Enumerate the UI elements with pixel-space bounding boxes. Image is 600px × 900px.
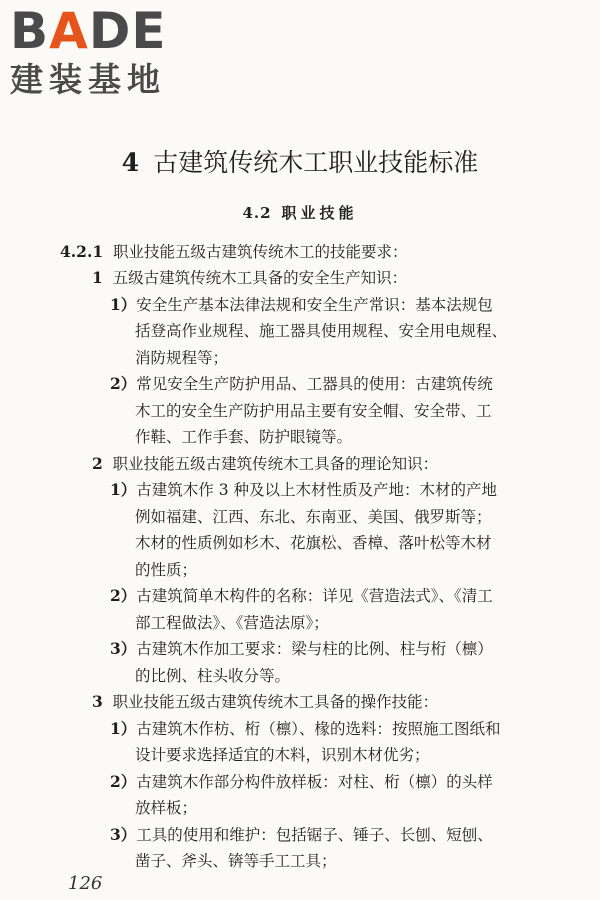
clause-line: 放样板；	[135, 799, 198, 817]
chapter-title	[0, 145, 600, 181]
clause-line: 木工的安全生产防护用品主要有安全帽、安全带、工	[135, 402, 492, 420]
clause-line: 4.2.1 职业技能五级古建筑传统木工的技能要求：	[60, 242, 408, 261]
clause-line: 的比例、柱头收分等。	[135, 667, 291, 685]
logo-wordmark: BADE	[10, 2, 167, 60]
chapter-title-text: 古建筑传统木工职业技能标准	[153, 148, 479, 177]
clause-line: 2）常见安全生产防护用品、工器具的使用：古建筑传统	[110, 374, 493, 393]
section-title	[0, 201, 600, 225]
clause-line: 2）古建筑木作部分构件放样板：对柱、桁（檩）的头样	[110, 772, 493, 791]
clause-line: 凿子、斧头、锛等手工工具；	[135, 852, 337, 870]
clause-line: 3）工具的使用和维护：包括锯子、锤子、长刨、短刨、	[110, 825, 493, 844]
chapter-number: 4	[121, 148, 140, 177]
page-number: 126	[68, 873, 103, 894]
clause-line: 3）古建筑木作加工要求：梁与柱的比例、柱与桁（檩）	[110, 639, 493, 658]
clause-line: 部工程做法》、《营造法原》；	[135, 614, 329, 632]
clause-line: 木材的性质例如杉木、花旗松、香樟、落叶松等木材	[135, 534, 492, 552]
clause-line: 括登高作业规程、施工器具使用规程、安全用电规程、	[135, 322, 508, 340]
clause-line: 设计要求选择适宜的木料，识别木材优劣；	[135, 746, 430, 764]
clause-line: 1）安全生产基本法律法规和安全生产常识：基本法规包	[110, 295, 493, 314]
clause-line: 消防规程等；	[135, 349, 229, 367]
clause-line: 1 五级古建筑传统木工具备的安全生产知识：	[92, 268, 408, 287]
section-title-text: 职业技能	[281, 204, 358, 222]
clause-line: 例如福建、江西、东北、东南亚、美国、俄罗斯等；	[135, 508, 492, 526]
section-number: 4.2	[242, 204, 272, 222]
clause-line: 2）古建筑简单木构件的名称：详见《营造法式》、《清工	[110, 586, 493, 605]
clause-line: 1）古建筑木作枋、桁（檩）、椽的选料：按照施工图纸和	[110, 719, 501, 738]
logo-subtitle: 建装基地	[10, 60, 166, 99]
clause-line: 1）古建筑木作 3 种及以上木材性质及产地：木材的产地	[110, 480, 498, 499]
clause-line: 的性质；	[135, 561, 198, 579]
logo	[10, 2, 180, 99]
clause-line: 2 职业技能五级古建筑传统木工具备的理论知识：	[92, 454, 439, 473]
clause-line: 作鞋、工作手套、防护眼镜等。	[135, 428, 353, 446]
clause-line: 3 职业技能五级古建筑传统木工具备的操作技能：	[92, 692, 439, 711]
